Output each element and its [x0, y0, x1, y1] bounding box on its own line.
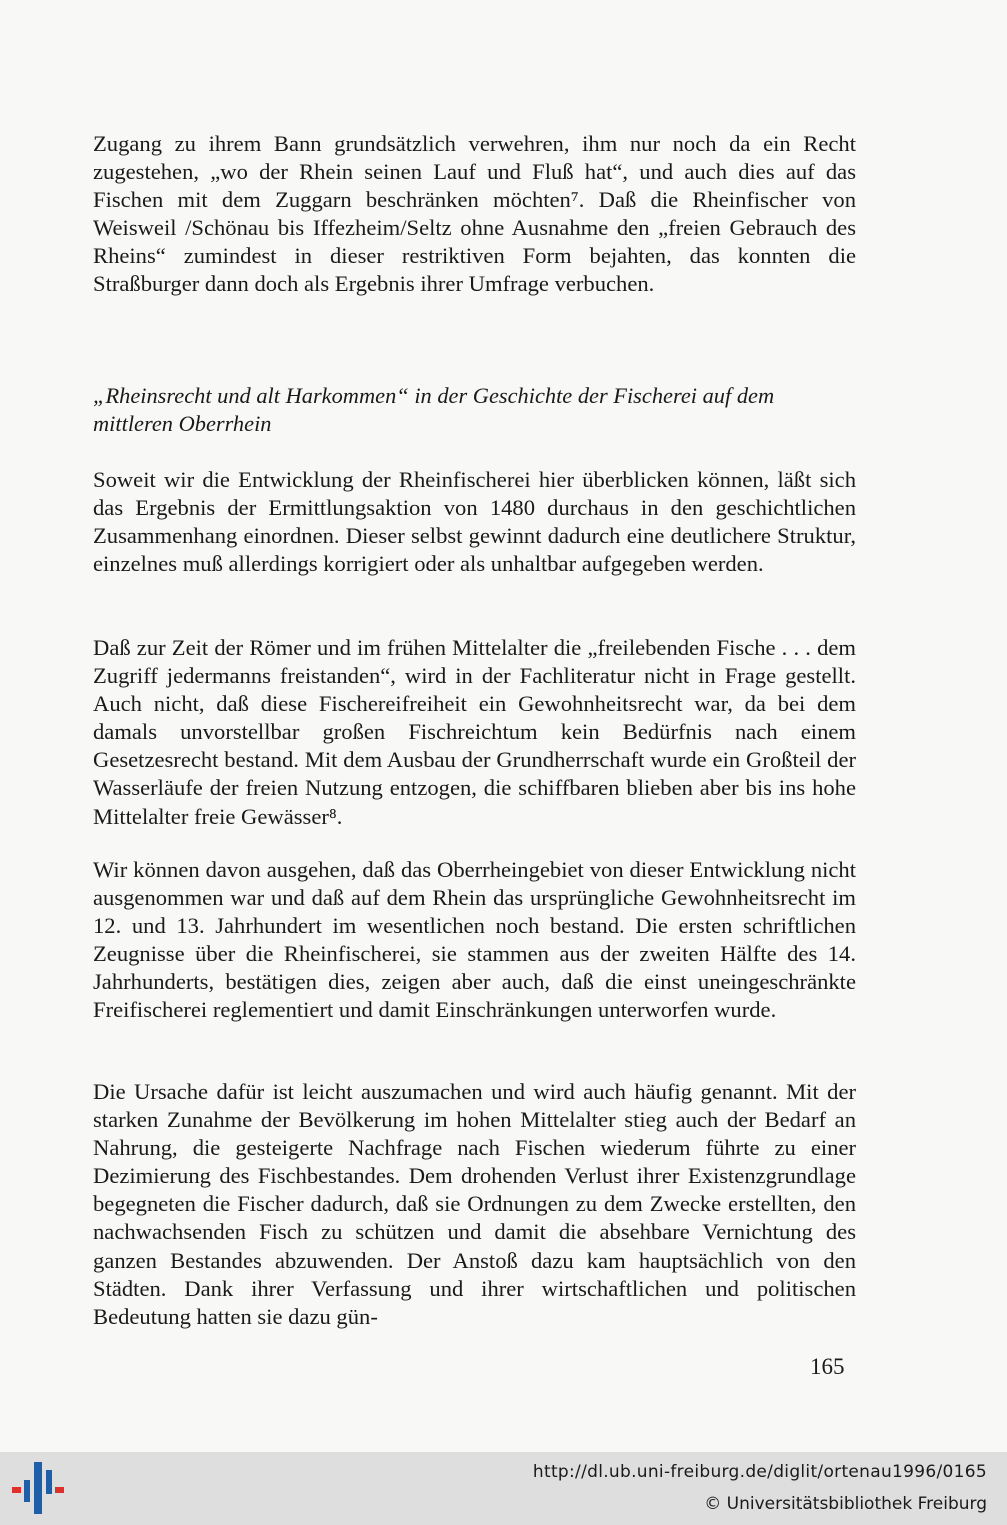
page-number: 165 [810, 1354, 845, 1379]
paragraph [93, 1078, 856, 1331]
paragraph-text: Daß zur Zeit der Römer und im frühen Mittelalter die „freilebenden Fische . . . dem Zugriff jedermanns freistanden“, wird in der Fachliteratur nicht in Frage gestellt. Auch nicht, daß diese Fischereifreiheit ein Gewohnheitsrecht war, da bei dem damals unvorstellbar großen Fischreichtum kein Bedürfnis nach einem Gesetzesrecht bestand. Mit dem Ausbau der Grundherrschaft wurde ein Großteil der Wasserläufe der freien Nutzung entzogen, die schiffbaren blieben aber bis ins hohe Mittelalter freie Gewässer⁸. [93, 635, 856, 829]
footer-bar [0, 1452, 1007, 1525]
source-url-link[interactable]: http://dl.ub.uni-freiburg.de/diglit/ortenau1996/0165 [532, 1462, 987, 1482]
paragraph-text: Wir können davon ausgehen, daß das Oberrheingebiet von dieser Entwicklung nicht ausgenommen war und daß auf dem Rhein das ursprüngliche Gewohnheitsrecht im 12. und 13. Jahrhundert im wesentlichen noch bestand. Die ersten schriftlichen Zeugnisse über die Rheinfischerei, sie stammen aus der zweiten Hälfte des 14. Jahrhunderts, bestätigen dies, zeigen aber auch, daß die einst uneingeschränkte Freifischerei reglementiert und damit Einschränkungen unterworfen wurde. [93, 857, 856, 1023]
paragraph [93, 856, 856, 1025]
paragraph [93, 634, 856, 831]
paragraph-text: Soweit wir die Entwicklung der Rheinfischerei hier überblicken können, läßt sich das Ergebnis der Ermittlungsaktion von 1480 durchaus in den geschichtlichen Zusammenhang einordnen. Dieser selbst gewinnt dadurch eine deutlichere Struktur, einzelnes muß allerdings korrigiert oder als unhaltbar aufgegeben werden. [93, 467, 856, 577]
copyright-notice: © Universitätsbibliothek Freiburg [704, 1494, 987, 1514]
paragraph [93, 466, 856, 578]
paragraph [93, 130, 856, 299]
paragraph-text: Die Ursache dafür ist leicht auszumachen und wird auch häufig genannt. Mit der starken Zunahme der Bevölkerung im hohen Mittelalter stieg auch der Bedarf an Nahrung, die gesteigerte Nachfrage nach Fischen wiederum führte zu einer Dezimierung des Fischbestandes. Dem drohenden Verlust ihrer Existenzgrundlage begegneten die Fischer dadurch, daß sie Ordnungen zu dem Zwecke erstellten, den nachwachsenden Fisch zu schützen und damit die absehbare Vernichtung des ganzen Bestandes abzuwenden. Der Anstoß dazu kam hauptsächlich von den Städten. Dank ihrer Verfassung und ihrer wirtschaftlichen und politischen Bedeutung hatten sie dazu gün- [93, 1079, 856, 1329]
paragraph-text: Zugang zu ihrem Bann grundsätzlich verwehren, ihm nur noch da ein Recht zugestehen, „wo der Rhein seinen Lauf und Fluß hat“, und auch dies auf das Fischen mit dem Zuggarn beschränken möchten⁷. Daß die Rheinfischer von Weisweil /Schönau bis Iffezheim/Seltz ohne Ausnahme den „freien Gebrauch des Rheins“ zumindest in dieser restriktiven Form bejahten, das konnten die Straßburger dann doch als Ergebnis ihrer Umfrage verbuchen. [93, 131, 856, 297]
section-heading: „Rheinsrecht und alt Harkommen“ in der Geschichte der Fischerei auf dem mittleren Oberrhein [93, 383, 775, 437]
ub-freiburg-logo-icon [12, 1460, 64, 1516]
